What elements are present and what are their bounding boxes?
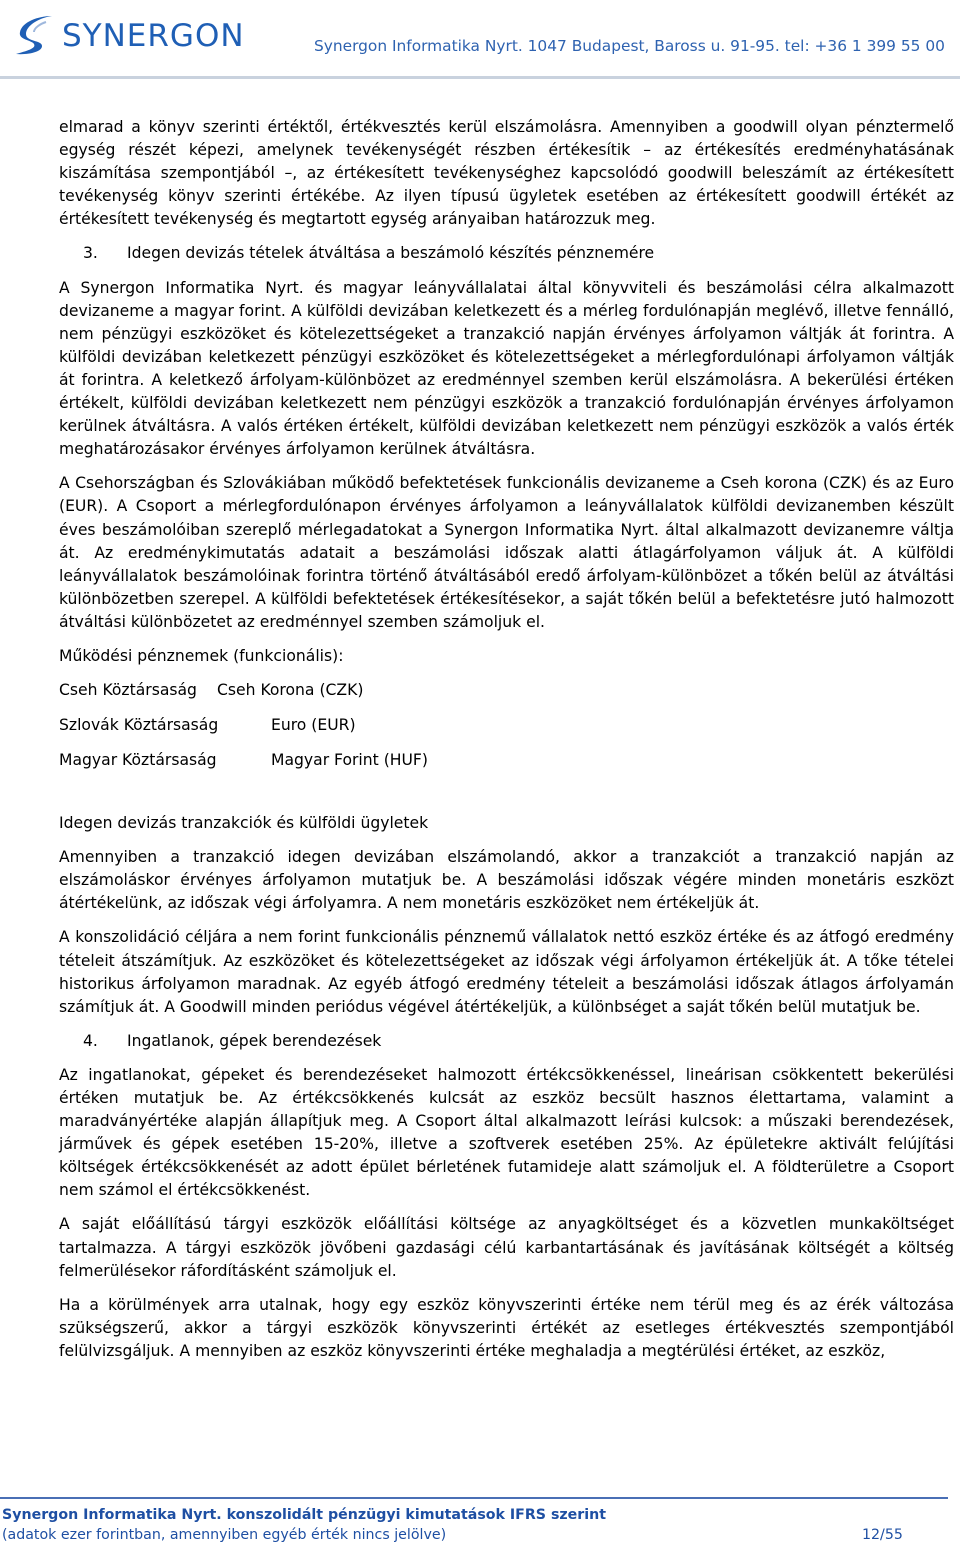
page-number: 12/55 bbox=[862, 1527, 903, 1543]
paragraph-fx-transactions: Amennyiben a tranzakció idegen devizában elszámolandó, akkor a tranzakciót a tranzakció napján az elszámoláskor érvényes árfolyamon mutatjuk be. A beszámolási időszak végére minden monetáris eszközt átértékelünk, az időszak végi árfolyamra. A nem monetáris eszközöket nem értékeljük át. bbox=[59, 848, 954, 913]
fx-transactions-heading: Idegen devizás tranzakciók és külföldi ügyletek bbox=[59, 814, 429, 833]
page-header bbox=[0, 0, 960, 80]
section-title: Idegen devizás tételek átváltása a beszámoló készítés pénznemére bbox=[127, 244, 655, 263]
paragraph-consolidation: A konszolidáció céljára a nem forint funkcionális pénznemű vállalatok nettó eszköz értéke és az átfogó eredmény tételeit átszámítjuk. Az eszközöket és kötelezettségeket az időszak végi árfolyamon értékeljük át. A tőke tételei historikus árfolyamon maradnak. Az egyéb átfogó eredmény tételeit a beszámolási időszak átlagos árfolyamán számítjuk át. A Goodwill minden periódus végével átértékeljük, a különbséget a saját tőkén belül mutatjuk be. bbox=[59, 928, 954, 1016]
header-divider bbox=[0, 76, 960, 79]
synergon-swoosh-icon bbox=[12, 12, 58, 58]
footer-note: (adatok ezer forintban, amennyiben egyéb érték nincs jelölve) bbox=[2, 1527, 447, 1543]
footer-title: Synergon Informatika Nyrt. konszolidált pénzügyi kimutatások IFRS szerint bbox=[2, 1507, 607, 1523]
section-number: 4. bbox=[83, 1031, 98, 1050]
paragraph-self-constructed-assets: A saját előállítású tárgyi eszközök előállítási költsége az anyagköltséget és a közvetlen munkaköltséget tartalmazza. A tárgyi eszközök jövőbeni gazdasági célú karbantartásának és javításának költségét a költség felmerülésekor ráfordításként számoljuk el. bbox=[59, 1215, 954, 1280]
currency-name: Magyar Forint (HUF) bbox=[271, 751, 428, 770]
currency-name: Euro (EUR) bbox=[271, 716, 356, 735]
footer-divider bbox=[0, 1497, 948, 1499]
section-title: Ingatlanok, gépek berendezések bbox=[127, 1031, 382, 1050]
paragraph-goodwill: elmarad a könyv szerinti értéktől, értékvesztés kerül elszámolásra. Amennyiben a goodwill olyan pénztermelő egység részét képezi, amelynek tevékenységét részben értékesítik – az értékesítés eredményhatásának kiszámítása szempontjából –, az értékesített tevékenységhez kapcsolódó goodwill beleszámít az értékesített tevékenység könyv szerinti értékébe. Az ilyen típusú ügyletek esetében az értékesített goodwill értékét az értékesített tevékenység és megtartott egység arányaiban határozzuk meg. bbox=[59, 118, 954, 229]
logo-wordmark: SYNERGON bbox=[62, 18, 245, 54]
list-item bbox=[59, 714, 954, 749]
company-contact-info: Synergon Informatika Nyrt. 1047 Budapest, Baross u. 91-95. tel: +36 1 399 55 00 bbox=[314, 37, 945, 55]
paragraph-foreign-subsidiaries: A Csehországban és Szlovákiában működő befektetések funkcionális devizaneme a Cseh korona (CZK) és az Euro (EUR). A Csoport a mérlegfordulónapon érvényes árfolyamon a leányvállalatok külföldi devizanemben készült éves beszámolóiban szereplő mérlegadatokat a Synergon Informatika Nyrt. által alkalmazott devizanemre váltja át. Az eredménykimutatás adatait a beszámolási időszak alatti átlagárfolyamon váljuk át. A külföldi leányvállalatok beszámolóinak forintra történő átváltásából eredő árfolyam-különbözet a tőkén belül az átváltási különbözetben szerepel. A külföldi befektetések értékesítésekor, a saját tőkén belül a befektetésre jutó halmozott átváltási különbözetet az eredménnyel szemben számoljuk el. bbox=[59, 474, 954, 631]
page-footer bbox=[0, 1497, 960, 1550]
section-heading-3 bbox=[83, 242, 954, 265]
section-heading-4 bbox=[83, 1030, 954, 1053]
country-name: Szlovák Köztársaság bbox=[59, 716, 219, 735]
list-item bbox=[59, 679, 954, 714]
paragraph-depreciation: Az ingatlanokat, gépeket és berendezéseket halmozott értékcsökkenéssel, lineárisan csökkentett bekerülési értéken mutatjuk be. Az értékcsökkenés kulcsát az eszköz becsült hasznos élettartama, valamint a maradványértéke alapján állapítjuk meg. A Csoport által alkalmazott leírási kulcsok: a műszaki berendezések, járművek és gépek esetében 15-20%, illetve a szoftverek esetében 25%. Az épületekre aktivált felújítási költségek értékcsökkenését az adott épület bérletének futamideje alatt számoljuk el. A földterületre a Csoport nem számol el értékcsökkenést. bbox=[59, 1065, 954, 1200]
country-name: Magyar Köztársaság bbox=[59, 751, 217, 770]
currency-list bbox=[59, 679, 954, 784]
synergon-logo bbox=[12, 12, 252, 58]
currency-name: Cseh Korona (CZK) bbox=[217, 681, 364, 700]
paragraph-functional-currency: A Synergon Informatika Nyrt. és magyar leányvállalatai által könyvviteli és beszámolási célra alkalmazott devizaneme a magyar forint. A külföldi devizában keletkezett és a mérleg fordulónapján meglévő, illetve fennálló, nem pénzügyi eszközöket és kötelezettségeket a tranzakció napján érvényes árfolyamon váltják át forintra. A külföldi devizában keletkezett pénzügyi eszközöket és kötelezettségeket a mérlegfordulónapi árfolyamon váltják át forintra. A keletkező árfolyam-különbözet az eredménnyel szemben kerül elszámolásra. A bekerülési értéken értékelt, külföldi devizában keletkezett nem pénzügyi eszközök a tranzakció fordulónapján érvényes árfolyamon kerülnek átváltásra. A valós értéken értékelt, külföldi devizában keletkezett nem pénzügyi eszközök a valós érték meghatározásakor érvényes árfolyamon kerülnek átváltásra. bbox=[59, 278, 954, 459]
functional-currencies-heading: Működési pénznemek (funkcionális): bbox=[59, 646, 344, 665]
document-body bbox=[59, 116, 954, 1374]
list-item bbox=[59, 749, 954, 784]
country-name: Cseh Köztársaság bbox=[59, 681, 197, 700]
section-number: 3. bbox=[83, 244, 98, 263]
paragraph-impairment: Ha a körülmények arra utalnak, hogy egy eszköz könyvszerinti értéke nem térül meg és az érék változása szükségszerű, akkor a tárgyi eszközök könyvszerinti értékét az esetleges értékvesztés szempontjából felülvizsgáljuk. A mennyiben az eszköz könyvszerinti értéke meghaladja a megtérülési értéket, az eszköz, bbox=[59, 1295, 954, 1360]
